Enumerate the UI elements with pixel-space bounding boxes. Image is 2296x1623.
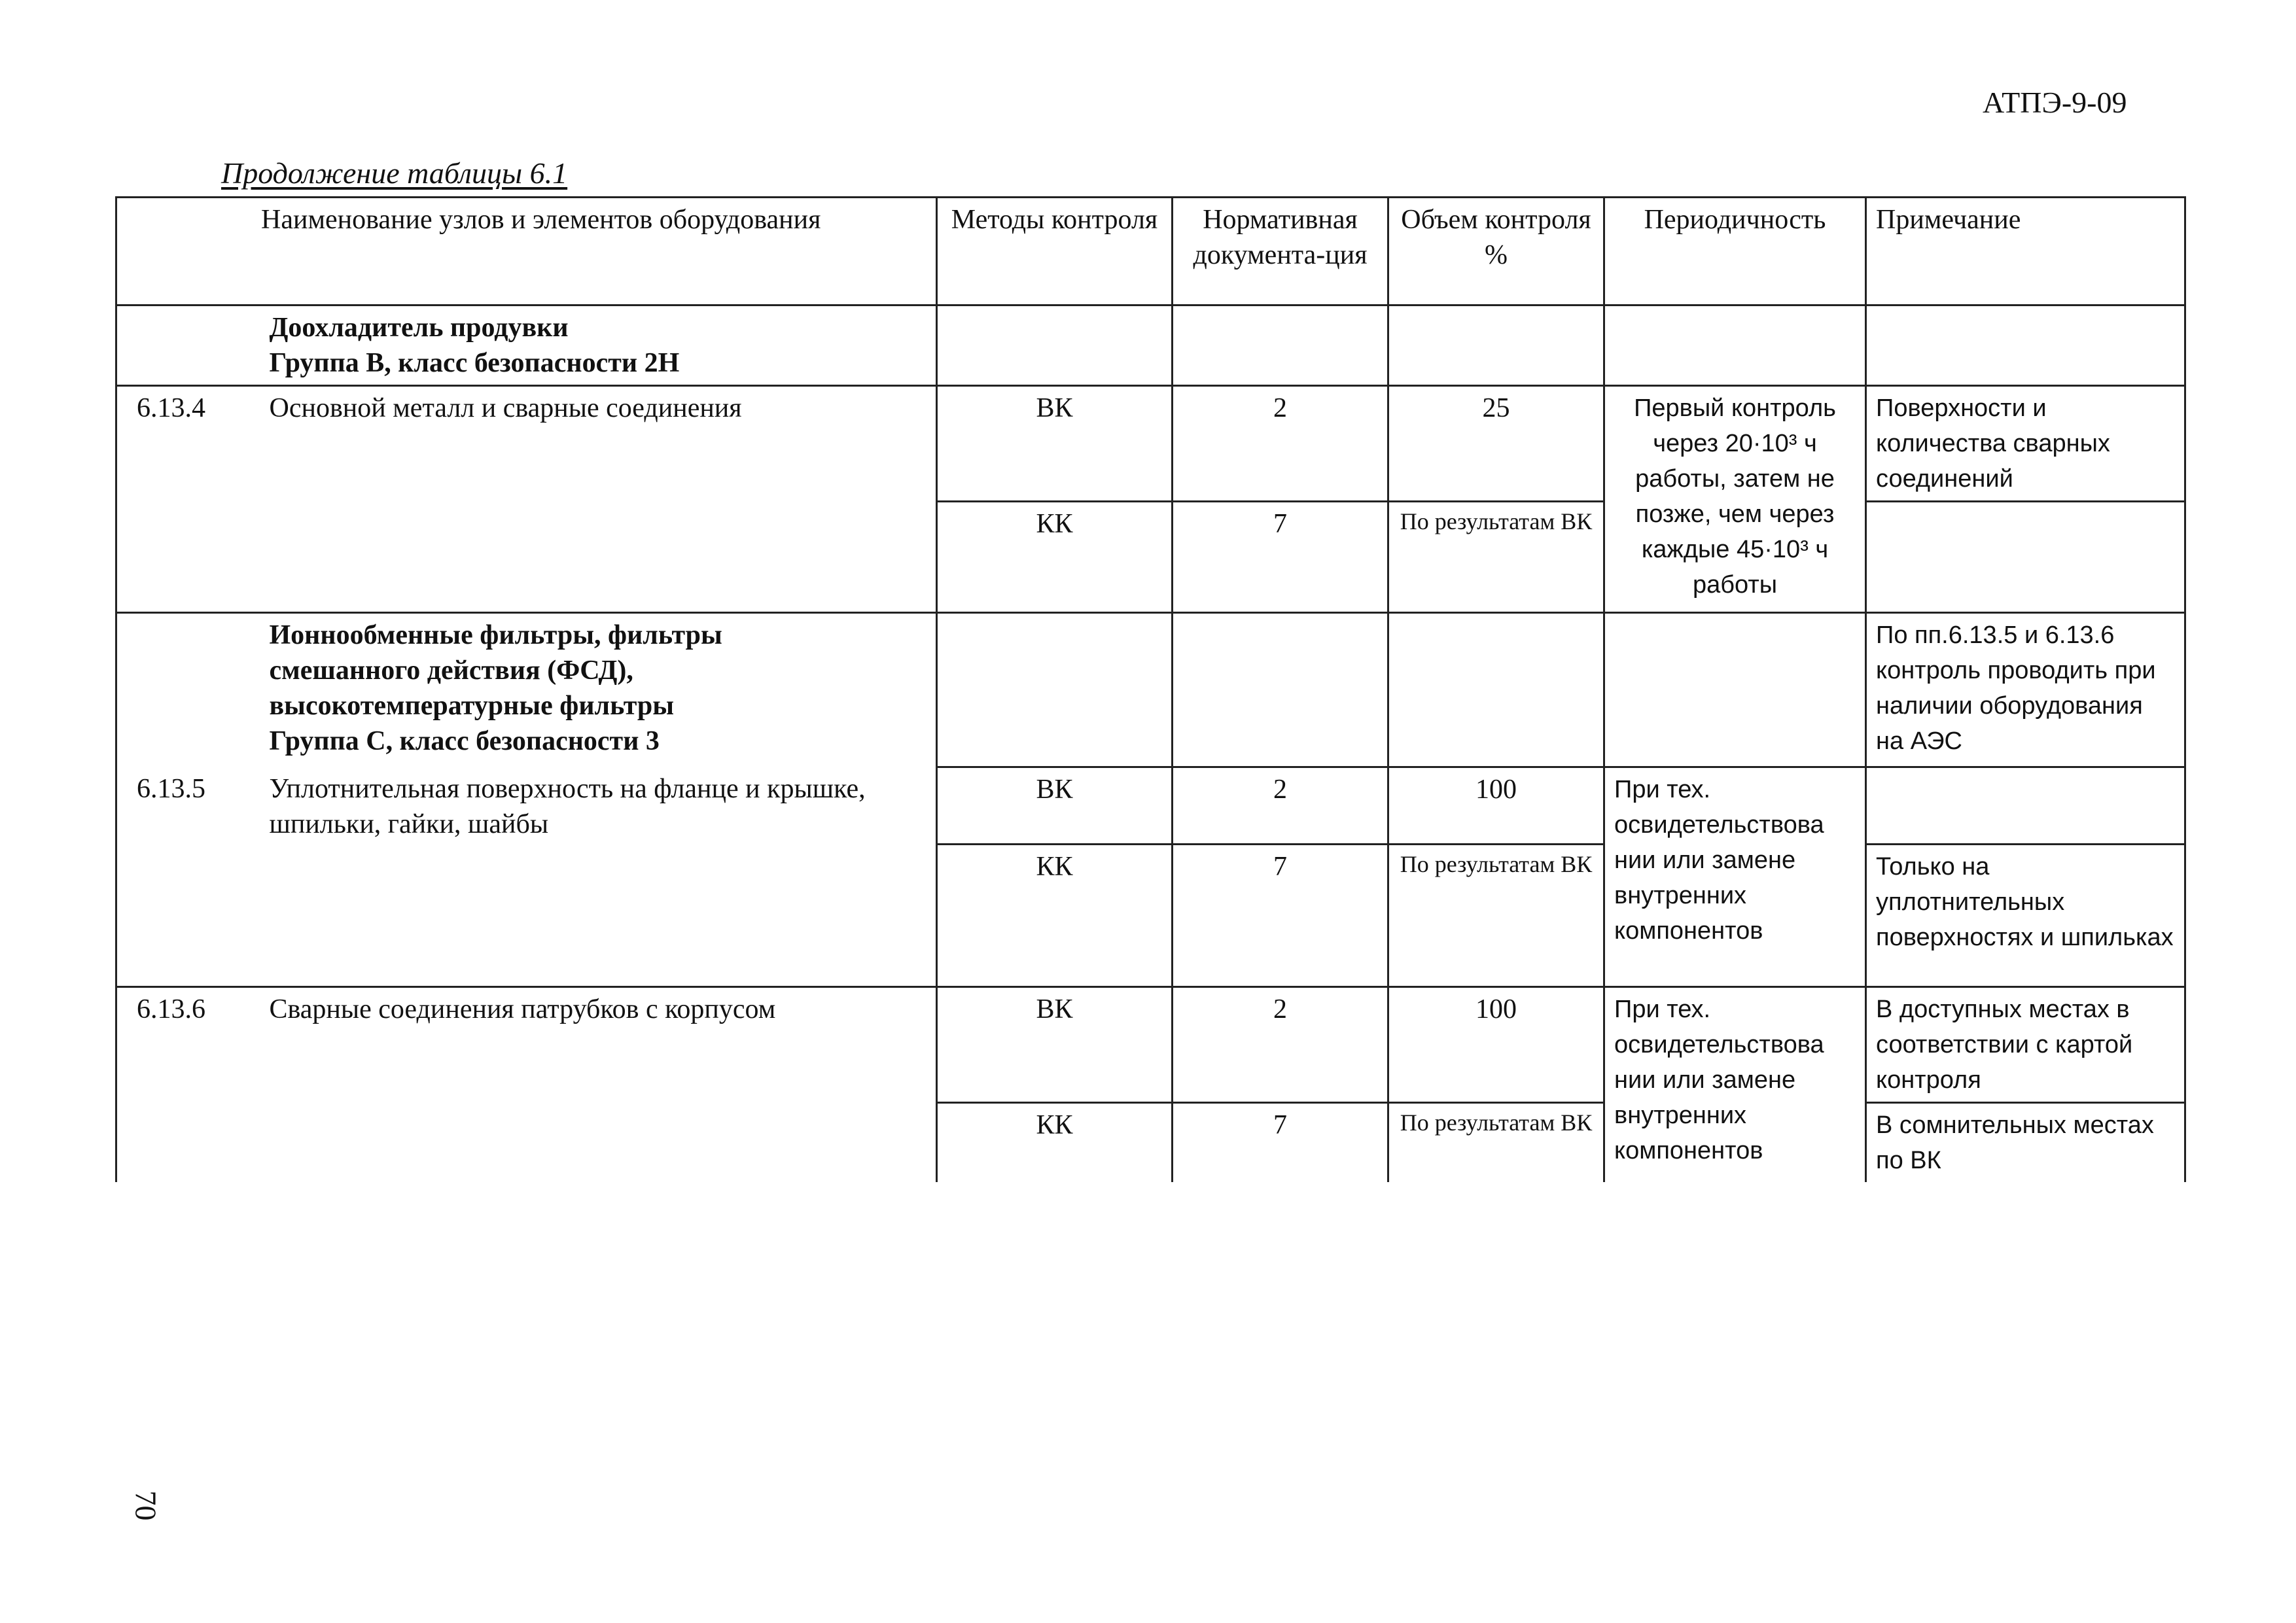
periodicity-cell: Первый контроль через 20·10³ ч работы, затем не позже, чем через каждые 45·10³ ч работы bbox=[1604, 386, 1866, 613]
table-caption: Продолжение таблицы 6.1 bbox=[221, 156, 568, 190]
item-name: Основной металл и сварные соединения bbox=[260, 386, 937, 613]
column-header-periodicity: Периодичность bbox=[1604, 198, 1866, 305]
column-header-volume: Объем контроля % bbox=[1388, 198, 1604, 305]
note-cell bbox=[1866, 502, 2185, 613]
method-cell: КК bbox=[937, 1103, 1173, 1183]
note-cell: Поверхности и количества сварных соединений bbox=[1866, 386, 2185, 502]
section-note: По пп.6.13.5 и 6.13.6 контроль проводить при наличии оборудования на АЭС bbox=[1866, 613, 2185, 767]
periodicity-cell: При тех. освидетельствова нии или замене внутренних компонентов bbox=[1604, 987, 1866, 1183]
doc-cell: 7 bbox=[1173, 845, 1388, 987]
periodicity-cell: При тех. освидетельствова нии или замене внутренних компонентов bbox=[1604, 767, 1866, 987]
note-cell bbox=[1866, 767, 2185, 845]
volume-cell: По результатам ВК bbox=[1388, 502, 1604, 613]
table-row bbox=[116, 386, 2185, 502]
method-cell: ВК bbox=[937, 386, 1173, 502]
section-title: Доохладитель продувки Группа В, класс безопасности 2Н bbox=[260, 305, 937, 386]
section-title-row bbox=[116, 305, 2185, 386]
volume-cell: 25 bbox=[1388, 386, 1604, 502]
section-title-row bbox=[116, 613, 2185, 767]
note-cell: Только на уплотнительных поверхностях и шпильках bbox=[1866, 845, 2185, 987]
column-header-name: Наименование узлов и элементов оборудования bbox=[116, 198, 937, 305]
doc-cell: 2 bbox=[1173, 767, 1388, 845]
method-cell: ВК bbox=[937, 987, 1173, 1103]
page-number: 70 bbox=[129, 1490, 163, 1521]
item-name: Сварные соединения патрубков с корпусом bbox=[260, 987, 937, 1183]
column-header-note: Примечание bbox=[1866, 198, 2185, 305]
inspection-table bbox=[115, 196, 2186, 1182]
volume-cell: По результатам ВК bbox=[1388, 845, 1604, 987]
header-row bbox=[116, 198, 2185, 305]
method-cell: КК bbox=[937, 845, 1173, 987]
section-title: Ионнообменные фильтры, фильтры смешанного действия (ФСД), высокотемпературные фильтры Группа С, класс безопасности 3 bbox=[260, 613, 937, 767]
item-name: Уплотнительная поверхность на фланце и крышке, шпильки, гайки, шайбы bbox=[260, 767, 937, 987]
volume-cell: По результатам ВК bbox=[1388, 1103, 1604, 1183]
table-row bbox=[116, 767, 2185, 845]
item-number: 6.13.5 bbox=[116, 767, 260, 987]
column-header-docs: Нормативная документа-ция bbox=[1173, 198, 1388, 305]
doc-cell: 7 bbox=[1173, 1103, 1388, 1183]
document-code: АТПЭ-9-09 bbox=[1983, 86, 2127, 119]
note-cell: В сомнительных местах по ВК bbox=[1866, 1103, 2185, 1183]
column-header-methods: Методы контроля bbox=[937, 198, 1173, 305]
doc-cell: 2 bbox=[1173, 987, 1388, 1103]
method-cell: КК bbox=[937, 502, 1173, 613]
doc-cell: 2 bbox=[1173, 386, 1388, 502]
volume-cell: 100 bbox=[1388, 987, 1604, 1103]
item-number: 6.13.4 bbox=[116, 386, 260, 613]
method-cell: ВК bbox=[937, 767, 1173, 845]
item-number: 6.13.6 bbox=[116, 987, 260, 1183]
note-cell: В доступных местах в соответствии с картой контроля bbox=[1866, 987, 2185, 1103]
volume-cell: 100 bbox=[1388, 767, 1604, 845]
doc-cell: 7 bbox=[1173, 502, 1388, 613]
table-row bbox=[116, 987, 2185, 1103]
